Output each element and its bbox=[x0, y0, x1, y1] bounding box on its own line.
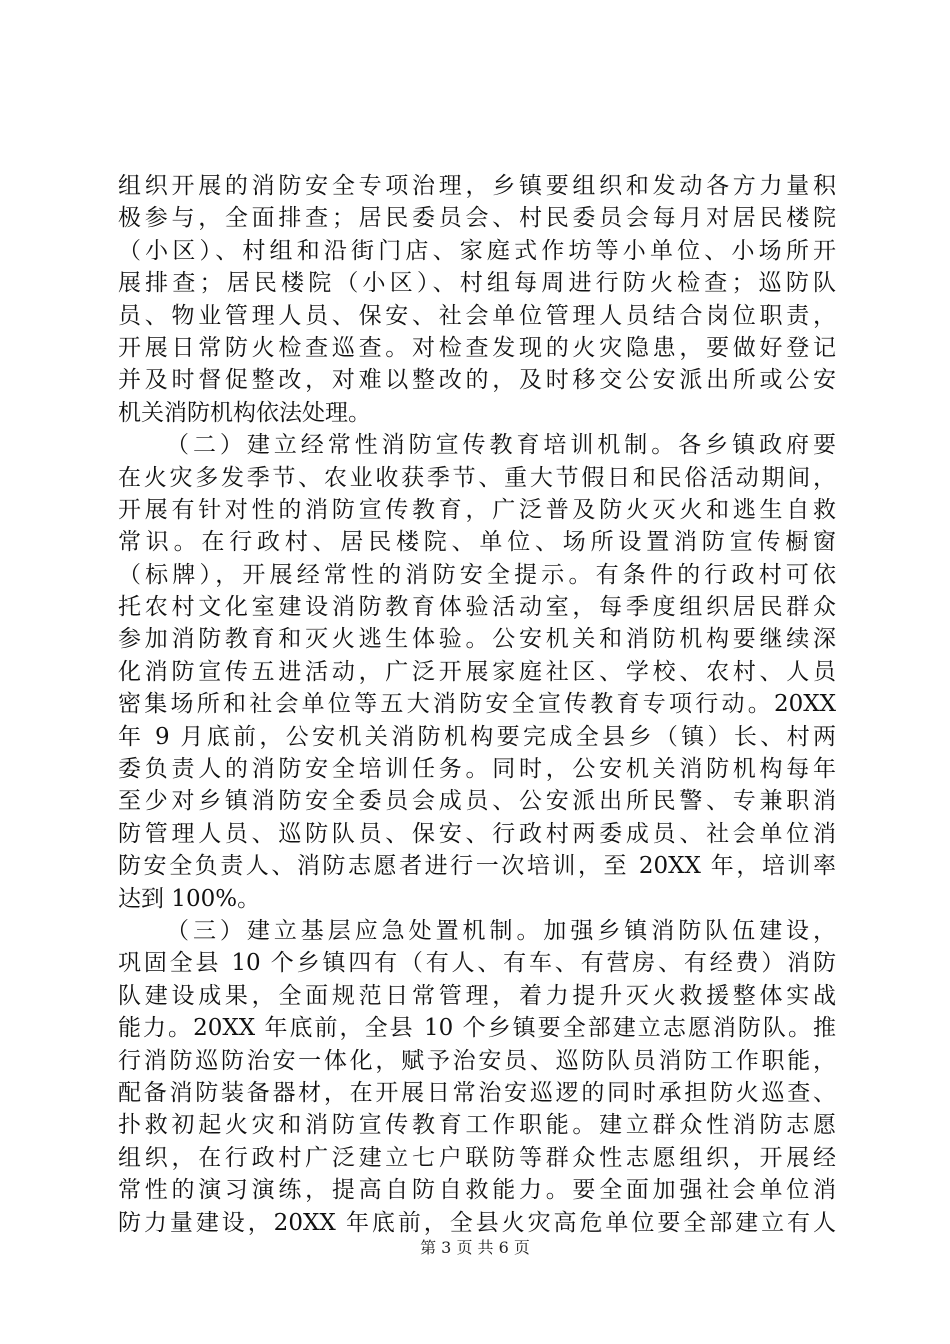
text-line: 参加消防教育和灭火逃生体验。公安机关和消防机构要继续深 bbox=[118, 626, 836, 653]
text-line: 扑救初起火灾和消防宣传教育工作职能。建立群众性消防志愿 bbox=[118, 1112, 836, 1139]
text-line: 行消防巡防治安一体化，赋予治安员、巡防队员消防工作职能， bbox=[118, 1047, 836, 1074]
text-line: （小区）、村组和沿街门店、家庭式作坊等小单位、小场所开 bbox=[118, 237, 836, 264]
paragraph-2 bbox=[118, 429, 836, 915]
text-line: （三）建立基层应急处置机制。加强乡镇消防队伍建设， bbox=[166, 917, 836, 944]
text-line: 在火灾多发季节、农业收获季节、重大节假日和民俗活动期间， bbox=[118, 464, 836, 491]
text-line: 防力量建设，20XX 年底前，全县火灾高危单位要全部建立有人 bbox=[118, 1209, 836, 1236]
text-line: 组织开展的消防安全专项治理，乡镇要组织和发动各方力量积 bbox=[118, 173, 836, 199]
text-line: 开展有针对性的消防宣传教育，广泛普及防火灭火和逃生自救 bbox=[118, 496, 836, 523]
text-line: 常性的演习演练，提高自防自救能力。要全面加强社会单位消 bbox=[118, 1177, 836, 1204]
text-line: 防管理人员、巡防队员、保安、行政村两委成员、社会单位消 bbox=[118, 820, 836, 847]
text-line: 委负责人的消防安全培训任务。同时，公安机关消防机构每年 bbox=[118, 756, 836, 783]
text-line: 年 9 月底前，公安机关消防机构要完成全县乡（镇）长、村两 bbox=[118, 723, 836, 750]
text-line: 极参与，全面排查；居民委员会、村民委员会每月对居民楼院 bbox=[118, 205, 836, 232]
paragraph-1 bbox=[118, 170, 836, 429]
text-line: 机关消防机构依法处理。 bbox=[118, 399, 371, 426]
text-line: 队建设成果，全面规范日常管理，着力提升灭火救援整体实战 bbox=[118, 982, 836, 1009]
text-line: 防安全负责人、消防志愿者进行一次培训，至 20XX 年，培训率 bbox=[118, 853, 836, 880]
text-line: 员、物业管理人员、保安、社会单位管理人员结合岗位职责， bbox=[118, 302, 836, 329]
text-line: 并及时督促整改，对难以整改的，及时移交公安派出所或公安 bbox=[118, 367, 836, 394]
text-line: 化消防宣传五进活动，广泛开展家庭社区、学校、农村、人员 bbox=[118, 658, 836, 685]
document-body bbox=[118, 170, 836, 1239]
text-line: 能力。20XX 年底前，全县 10 个乡镇要全部建立志愿消防队。推 bbox=[118, 1015, 836, 1042]
text-line: 常识。在行政村、居民楼院、单位、场所设置消防宣传橱窗 bbox=[118, 529, 836, 556]
text-line: 配备消防装备器材，在开展日常治安巡逻的同时承担防火巡查、 bbox=[118, 1079, 836, 1106]
text-line: 开展日常防火检查巡查。对检查发现的火灾隐患，要做好登记 bbox=[118, 334, 836, 361]
text-line: 托农村文化室建设消防教育体验活动室，每季度组织居民群众 bbox=[118, 594, 836, 621]
text-line: （二）建立经常性消防宣传教育培训机制。各乡镇政府要 bbox=[166, 432, 836, 459]
paragraph-3 bbox=[118, 915, 836, 1239]
text-line: 达到 100%。 bbox=[118, 885, 261, 912]
text-line: 展排查；居民楼院（小区）、村组每周进行防火检查；巡防队 bbox=[118, 270, 836, 297]
text-line: 至少对乡镇消防安全委员会成员、公安派出所民警、专兼职消 bbox=[118, 788, 836, 815]
text-line: 密集场所和社会单位等五大消防安全宣传教育专项行动。20XX bbox=[118, 691, 836, 718]
page-footer: 第 3 页 共 6 页 bbox=[420, 1238, 530, 1257]
text-line: （标牌），开展经常性的消防安全提示。有条件的行政村可依 bbox=[118, 561, 836, 588]
paragraph-container bbox=[118, 170, 836, 1239]
text-line: 巩固全县 10 个乡镇四有（有人、有车、有营房、有经费）消防 bbox=[118, 950, 836, 977]
text-line: 组织，在行政村广泛建立七户联防等群众性志愿组织，开展经 bbox=[118, 1144, 836, 1171]
